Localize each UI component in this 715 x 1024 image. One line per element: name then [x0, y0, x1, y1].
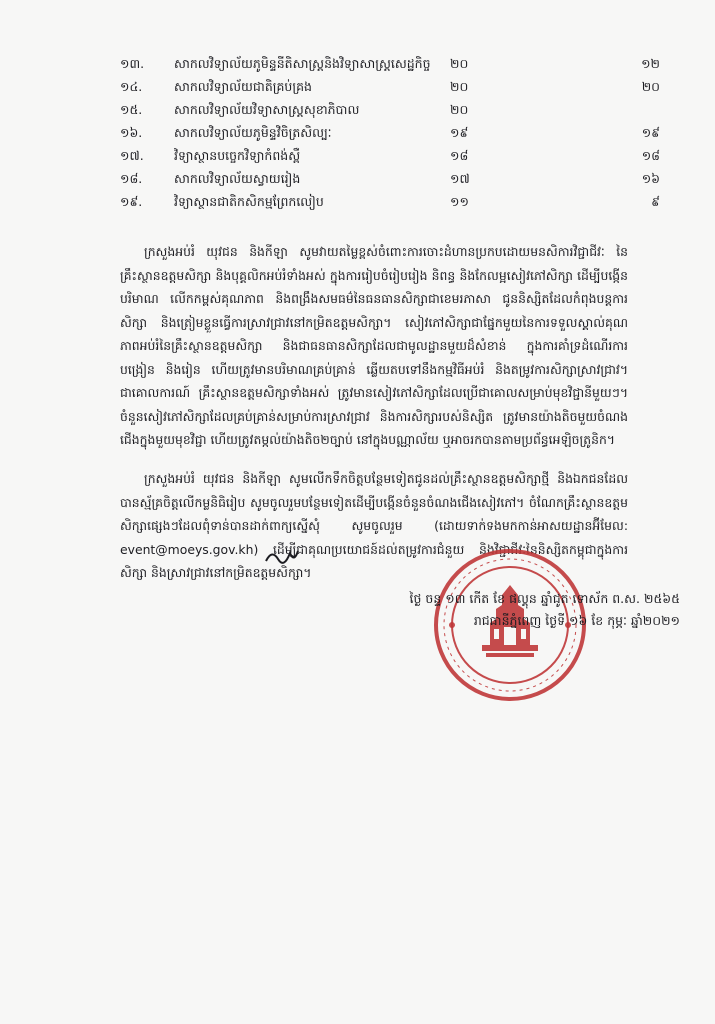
list-item: [120, 167, 680, 190]
list-item: [120, 121, 680, 144]
item-value-submitted: ១៧: [450, 171, 470, 186]
item-value-approved: ២០: [641, 79, 660, 94]
item-value-approved: ៩: [651, 194, 660, 209]
item-value-approved: ១៦: [641, 171, 660, 186]
body-paragraph-1: ក្រសួងអប់រំ យុវជន និងកីឡា សូមវាយតម្លៃខ្ពស់ចំពោះការចោះដំហានប្រកបដោយមនសិការវិជ្ជាជីវៈ នៃគ្រឹះស្ថានឧត្តមសិក្សា និងបុគ្គលិកអប់រំទាំងអស់ ក្នុងការរៀបចំរៀបរៀង និពន្ធ និងកែលម្អសៀវភៅសិក្សា ដើម្បីបង្កើនបរិមាណ លើកកម្ពស់គុណភាព និងពង្រឹងសមធម៌នៃធនធានសិក្សាជាខេមរភាសា ជូននិស្សិតដែលកំពុងបន្តការសិក្សា និងត្រៀមខ្លួនធ្វើការស្រាវជ្រាវនៅកម្រិតឧត្តមសិក្សា។ សៀវភៅសិក្សាជាផ្នែកមួយនៃការទទួលស្គាល់គុណភាពអប់រំនៃគ្រឹះស្ថានឧត្តមសិក្សា និងជាធនធានសិក្សាដែលជាមូលដ្ឋានមួយដ៏សំខាន់ ក្នុងការគាំទ្រដំណើរការបង្រៀន និងរៀន ហើយត្រូវមានបរិមាណគ្រប់គ្រាន់ ឆ្លើយតបទៅនឹងកម្មវិធីអប់រំ និងតម្រូវការសិក្សាស្រាវជ្រាវ។ ជាគោលការណ៍ គ្រឹះស្ថានឧត្តមសិក្សាទាំងអស់ ត្រូវមានសៀវភៅសិក្សាដែលប្រើជាគោលសម្រាប់មុខវិជ្ជានីមួយៗ។ ចំនួនសៀវភៅសិក្សាដែលគ្រប់គ្រាន់សម្រាប់ការស្រាវជ្រាវ និងការសិក្សារបស់និស្សិត ត្រូវមានយ៉ាងតិចមួយចំណងជើងក្នុងមួយមុខវិជ្ជា ហើយត្រូវតម្កល់យ៉ាងតិច២ច្បាប់ នៅក្នុងបណ្ណាល័យ ឬអាចរកបានតាមប្រព័ន្ធអេឡិចត្រូនិក។: [120, 244, 628, 448]
item-name: សាកលវិទ្យាល័យវិទ្យាសាស្ត្រសុខាភិបាល: [174, 102, 360, 117]
item-number: ១៣.: [120, 56, 145, 71]
item-value-submitted: ១៨: [450, 148, 469, 163]
date-block: [340, 588, 680, 632]
item-name: វិទ្យាស្ថានបច្ចេកវិទ្យាកំពង់ស្ពឺ: [174, 148, 301, 163]
paragraph-2-text-after: ) ដើម្បីជាគុណប្រយោជន៍ដល់តម្រូវការជំនួយ និងវិជ្ជាជីវៈនៃនិស្សិតកម្ពុជាក្នុងការសិក្សា និងស្រាវជ្រាវនៅកម្រិតឧត្តមសិក្សា។: [120, 541, 628, 581]
item-number: ១៥.: [120, 102, 143, 117]
item-number: ១៩.: [120, 194, 143, 209]
item-name: សាកលវិទ្យាល័យស្វាយរៀង: [174, 171, 301, 186]
item-value-submitted: ២០: [450, 102, 469, 117]
item-number: ១៧.: [120, 148, 144, 163]
item-value-approved: ១៩: [641, 125, 660, 140]
email-link[interactable]: event@moeys.gov.kh: [120, 541, 254, 557]
signature-mark-icon: [262, 545, 302, 569]
item-name: សាកលវិទ្យាល័យភូមិន្ទវិចិត្រសិល្បៈ: [174, 125, 332, 140]
item-value-submitted: ២០: [450, 79, 469, 94]
item-number: ១៨.: [120, 171, 143, 186]
paragraph-2-text-before: ក្រសួងអប់រំ យុវជន និងកីឡា សូមលើកទឹកចិត្តបន្ថែមទៀតជូនដល់គ្រឹះស្ថានឧត្តមសិក្សាថ្មី និងឯកជនដែលបានស្ម័គ្រចិត្តលើកម្លនិធិរៀប សូមចូលរួមបន្ថែមទៀតដើម្បីបង្កើនចំនួនចំណងជើងសៀវភៅ។ ចំណែកគ្រឹះស្ថានឧត្តមសិក្សាផ្សេងៗដែលពុំទាន់បានដាក់ពាក្យស្នើសុំ សូមចូលរួម (ដោយទាក់ទងមកកាន់អាសយដ្ឋានអ៊ីមែល:: [120, 471, 628, 534]
item-number: ១៤.: [120, 79, 143, 94]
list-item: [120, 52, 680, 75]
list-item: [120, 144, 680, 167]
item-value-approved: ១២: [641, 56, 660, 71]
item-name: វិទ្យាស្ថានជាតិកសិកម្មព្រែកលៀប: [174, 194, 324, 209]
item-name: សាកលវិទ្យាល័យជាតិគ្រប់គ្រង: [174, 79, 312, 94]
gregorian-date-line: រាជធានីភ្នំពេញ ថ្ងៃទី ១៦ ខែ កុម្ភៈ ឆ្នាំ២០២១: [473, 613, 680, 628]
item-value-submitted: ១៩: [450, 125, 469, 140]
item-value-submitted: ២០: [450, 56, 469, 71]
lunar-date-line: ថ្ងៃ ចន្ទ ១៣ កើត ខែ ផល្គុន ឆ្នាំជូត ទោស័ក ព.ស. ២៥៦៥: [409, 591, 680, 606]
item-number: ១៦.: [120, 125, 143, 140]
list-item: [120, 75, 680, 98]
item-value-submitted: ១១: [450, 194, 469, 209]
item-name: សាកលវិទ្យាល័យភូមិន្ទនីតិសាស្ត្រនិងវិទ្យាសាស្ត្រសេដ្ឋកិច្ច: [174, 56, 431, 71]
university-list: [120, 52, 680, 213]
list-item: [120, 98, 680, 121]
list-item: [120, 190, 680, 213]
item-value-approved: ១៨: [641, 148, 660, 163]
